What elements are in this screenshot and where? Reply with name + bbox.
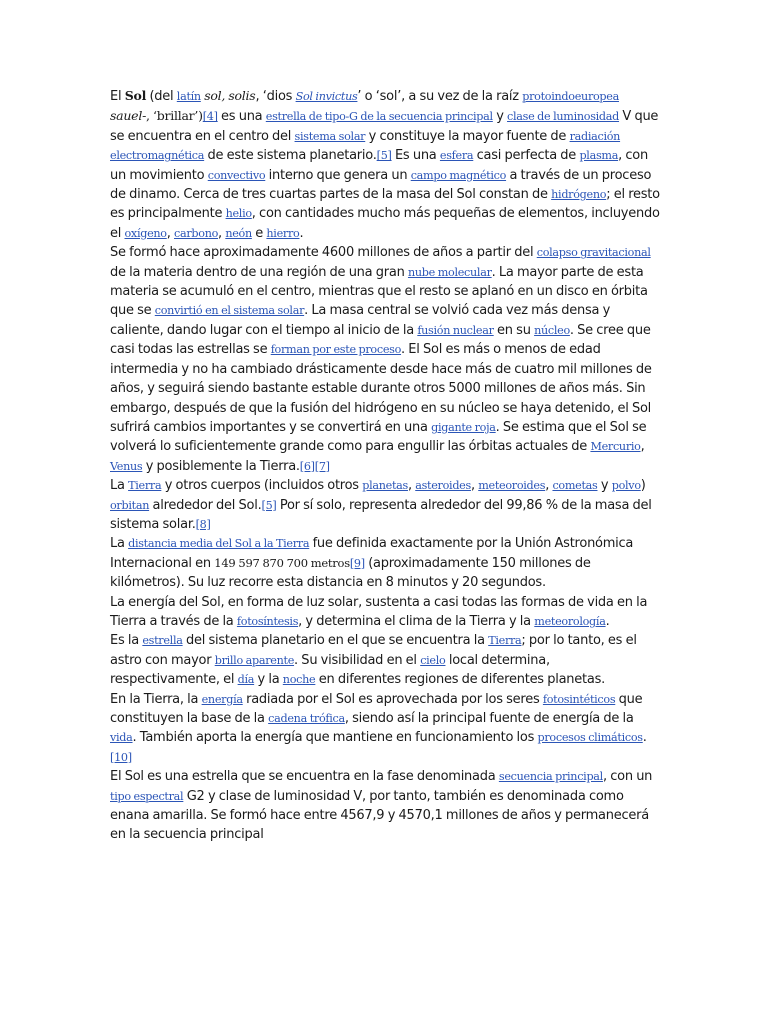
wiki-link[interactable]: colapso gravitacional [536, 246, 651, 260]
wiki-link[interactable]: secuencia principal [498, 770, 603, 784]
wiki-link[interactable]: Tierra [488, 634, 522, 648]
wiki-link[interactable]: cometas [552, 479, 598, 493]
text-run: en su [493, 322, 535, 338]
paragraph [110, 631, 662, 689]
text-run: . [299, 225, 304, 241]
text-run: es una [217, 109, 266, 125]
wiki-link[interactable]: convirtió en el sistema solar [154, 304, 305, 318]
wiki-link[interactable]: energía [201, 692, 243, 706]
wiki-link[interactable]: gigante roja [431, 420, 496, 434]
wiki-link[interactable]: vida [110, 731, 133, 745]
wiki-link[interactable]: carbono [174, 226, 219, 240]
text-run: a través de un proceso de dinamo. Cerca de tres cuartas partes de la masa del Sol constan de [110, 167, 652, 203]
text-run: , [545, 478, 553, 494]
text-run: . Se cree que casi todas las estrellas se [110, 322, 651, 358]
text-run: . Su visibilidad en el [294, 652, 421, 668]
text-run: Es la [110, 633, 143, 649]
text-run: , con un [602, 769, 653, 785]
text-run: El Sol es una estrella que se encuentra en la fase denominada [110, 769, 499, 785]
reference-link[interactable]: [5] [261, 498, 277, 512]
wiki-link[interactable]: hidrógeno [551, 188, 607, 202]
wiki-link[interactable]: meteoroides [478, 479, 546, 493]
wiki-link[interactable]: plasma [579, 149, 619, 163]
text-run: , [640, 439, 645, 455]
wiki-link[interactable]: núcleo [534, 323, 570, 337]
text-run: Se formó hace aproximadamente 4600 millones de años a partir del [110, 245, 537, 261]
paragraph [110, 690, 662, 768]
text-run: . La masa central se volvió cada vez más densa y caliente, dando lugar con el tiempo al inicio de la [110, 303, 611, 338]
wiki-link[interactable]: cadena trófica [268, 712, 345, 725]
wiki-link[interactable]: sistema solar [294, 129, 366, 143]
text-run: Sol [124, 88, 147, 103]
wiki-link[interactable]: cielo [420, 653, 446, 667]
text-run: de este sistema planetario. [204, 148, 377, 164]
text-run: , [218, 225, 226, 241]
reference-link[interactable]: [10] [110, 750, 132, 764]
text-run: , con cantidades mucho más pequeñas de elementos, incluyendo el [110, 206, 660, 241]
wiki-link[interactable]: orbitan [110, 498, 150, 512]
text-run: e [251, 225, 267, 241]
text-run: ; el resto es principalmente [110, 187, 660, 222]
wiki-link[interactable]: fotosíntesis [236, 614, 299, 628]
text-run: (aproximadamente 150 millones de kilómetros). Su luz recorre esta distancia en 8 minutos y 20 segundos. [110, 555, 591, 591]
wiki-link[interactable]: Tierra [128, 479, 162, 493]
text-run: y otros cuerpos (incluidos otros [161, 478, 363, 494]
wiki-link[interactable]: clase de luminosidad [507, 110, 620, 124]
paragraph [110, 476, 662, 534]
wiki-link[interactable]: tipo espectral [110, 789, 184, 803]
text-run: . [605, 613, 610, 629]
text-run: que constituyen la base de la [110, 691, 643, 726]
text-run: interno que genera un [265, 167, 411, 183]
text-run: en diferentes regiones de diferentes planetas. [315, 672, 606, 688]
wiki-link[interactable]: helio [225, 207, 252, 221]
wiki-link[interactable]: procesos climáticos [537, 731, 643, 745]
text-run: La [110, 536, 129, 552]
text-run: , con un movimiento [110, 148, 648, 183]
text-run: , [407, 478, 416, 494]
wiki-link[interactable]: fotosintéticos [542, 692, 616, 706]
wiki-link[interactable]: meteorología [534, 614, 606, 628]
text-run: y constituye la mayor fuente de [365, 128, 570, 144]
wiki-link[interactable]: fusión nuclear [417, 323, 494, 337]
wiki-link[interactable]: asteroides [415, 479, 471, 493]
wiki-link[interactable]: día [237, 673, 255, 687]
wiki-link[interactable]: estrella de tipo-G de la secuencia principal [265, 110, 493, 124]
reference-link[interactable]: [5] [376, 149, 392, 163]
article-body [110, 86, 662, 845]
paragraph [110, 86, 662, 243]
text-run: ; por lo tanto, es el astro con mayor [110, 633, 637, 668]
text-run: local determina, respectivamente, el [110, 652, 550, 688]
text-run: En la Tierra, la [110, 691, 202, 707]
wiki-link[interactable]: esfera [439, 149, 474, 163]
wiki-link[interactable]: convectivo [207, 168, 266, 182]
text-run: (del [146, 89, 177, 104]
reference-link[interactable]: [6] [299, 459, 315, 473]
text-run: V que se encuentra en el centro del [110, 109, 659, 144]
wiki-link[interactable]: noche [282, 673, 316, 687]
text-run: fue definida exactamente por la Unión Astronómica Internacional en [110, 536, 634, 571]
text-run: casi perfecta de [473, 148, 580, 164]
wiki-link[interactable]: latín [176, 90, 201, 103]
text-run: La energía del Sol, en forma de luz solar, sustenta a casi todas las formas de vida en la Tierra a través de la [110, 594, 648, 629]
reference-link[interactable]: [4] [202, 110, 218, 124]
reference-link[interactable]: [8] [195, 517, 211, 531]
text-run: sauel- [110, 108, 147, 124]
text-run: ) [640, 478, 646, 494]
text-run: , y determina el clima de la Tierra y la [298, 613, 535, 629]
text-run: y [597, 478, 612, 494]
wiki-link[interactable]: Sol invictus [295, 90, 358, 103]
text-run: . Se estima que el Sol se volverá lo suficientemente grande como para engullir las órbitas actuales de [110, 419, 647, 455]
text-run: Por sí solo, representa alrededor del 99,86 % de la masa del sistema solar. [110, 497, 652, 532]
text-run: y la [254, 672, 283, 688]
wiki-link[interactable]: planetas [362, 479, 408, 493]
text-run: . El Sol es más o menos de edad intermedia y no ha cambiado drásticamente desde hace más de cuatro mil millones de años, y seguirá siendo bastante estable durante otros 5000 millones de años más. Sin embargo, después de que la fusión del hidrógeno en su núcleo se haya detenido, el Sol sufrirá cambios importantes y se convertirá en una [110, 342, 652, 435]
wiki-link[interactable]: protoindoeuropea [522, 90, 619, 103]
text-run: La [110, 478, 129, 494]
text-run: G2 y clase de luminosidad V, por tanto, también es denominada como enana amarilla. Se formó hace entre 4567,9 y 4570,1 millones de años y permanecerá en la secuencia principal [110, 788, 649, 843]
text-run: y [492, 109, 508, 125]
wiki-link[interactable]: Venus [110, 459, 143, 473]
reference-link[interactable]: [9] [349, 556, 365, 570]
wiki-link[interactable]: distancia media del Sol a la Tierra [128, 537, 310, 551]
wiki-link[interactable]: polvo [611, 479, 641, 493]
text-run: , ‘dios [255, 89, 296, 104]
text-run: y posiblemente la Tierra. [142, 458, 300, 474]
wiki-link[interactable]: hierro [266, 226, 300, 240]
reference-link[interactable]: [7] [314, 459, 330, 473]
wiki-link[interactable]: radiación electromagnética [110, 129, 621, 163]
text-run: 149 597 870 700 metros [214, 555, 350, 570]
paragraph [110, 767, 662, 845]
text-run: , siendo así la principal fuente de energía de la [344, 711, 634, 726]
text-run: , [470, 478, 479, 494]
paragraph [110, 593, 662, 632]
text-run: radiada por el Sol es aprovechada por los seres [242, 691, 543, 707]
wiki-link[interactable]: neón [225, 226, 252, 240]
text-run: de la materia dentro de una región de una gran [110, 264, 408, 280]
text-run: Es una [391, 148, 440, 164]
text-run: . La mayor parte de esta materia se acumuló en el centro, mientras que el resto se aplanó en un disco en órbita que se [110, 264, 648, 319]
text-run: . [642, 730, 647, 746]
wiki-link[interactable]: campo magnético [410, 168, 507, 182]
wiki-link[interactable]: nube molecular [407, 265, 492, 279]
text-run: del sistema planetario en el que se encuentra la [182, 633, 489, 649]
wiki-link[interactable]: brillo aparente [214, 653, 295, 667]
wiki-link[interactable]: estrella [142, 634, 183, 648]
text-run: ’ o ‘sol’, a su vez de la raíz [357, 89, 523, 104]
text-run: , ‘brillar’) [146, 108, 203, 124]
text-run: , [166, 225, 175, 241]
text-run: El [110, 89, 125, 104]
paragraph [110, 534, 662, 592]
wiki-link[interactable]: Mercurio [590, 440, 641, 454]
text-run: . También aporta la energía que mantiene en funcionamiento los [132, 730, 538, 746]
text-run: sol, solis [204, 88, 256, 103]
wiki-link[interactable]: oxígeno [124, 226, 167, 240]
text-run: alrededor del Sol. [149, 497, 262, 513]
paragraph [110, 243, 662, 476]
wiki-link[interactable]: forman por este proceso [270, 343, 402, 357]
